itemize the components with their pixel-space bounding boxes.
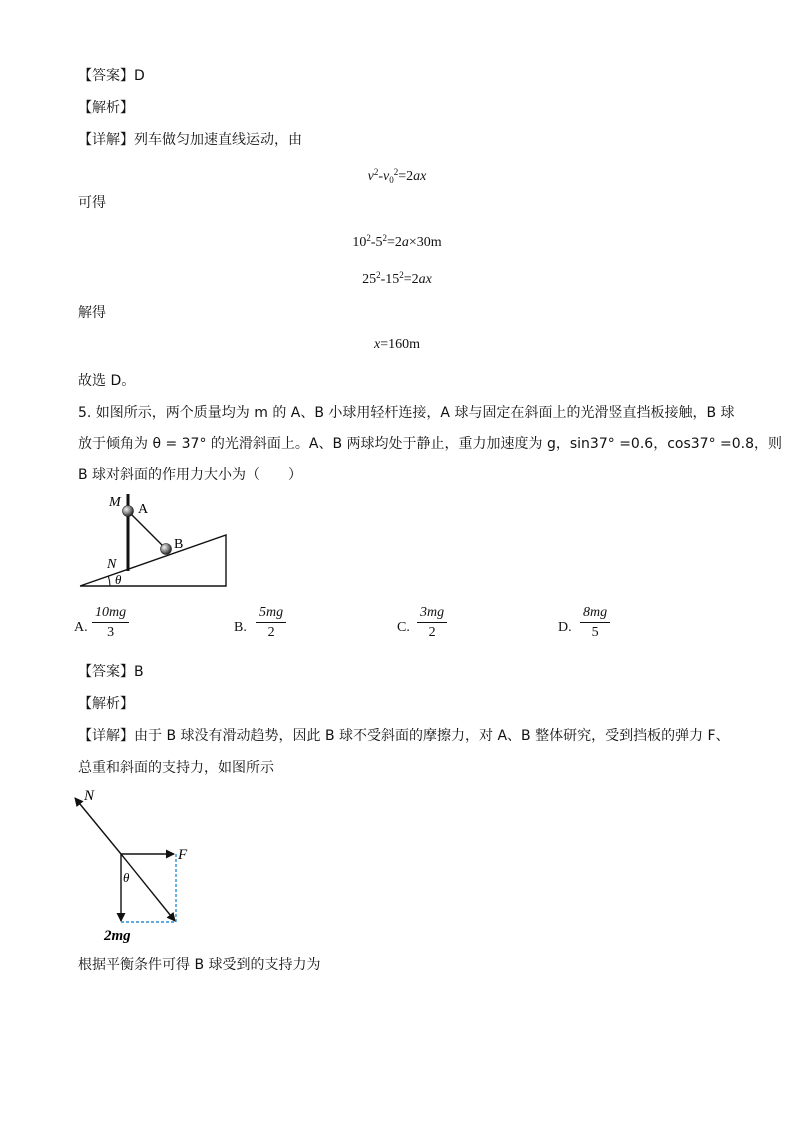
answer-value-5: B bbox=[134, 664, 144, 680]
detail-line-5-1 bbox=[78, 726, 730, 746]
label-m: M bbox=[109, 495, 121, 510]
detail-line-5-2: 总重和斜面的支持力，如图所示 bbox=[78, 760, 274, 776]
question-5-line-3: B 球对斜面的作用力大小为（ ） bbox=[78, 467, 303, 483]
ball-a bbox=[123, 506, 134, 517]
detail-label-5: 【详解】 bbox=[78, 728, 134, 744]
analysis-label-5: 【解析】 bbox=[78, 696, 134, 712]
answer-value: D bbox=[134, 68, 145, 84]
answer-label: 【答案】 bbox=[78, 68, 134, 84]
equation-1: $v^2-v_0^2=2ax$ bbox=[367, 167, 427, 185]
answer-line bbox=[78, 66, 145, 86]
conclusion-text: 故选 D。 bbox=[78, 373, 136, 389]
label-n-force: N bbox=[84, 788, 95, 804]
force-diagram bbox=[70, 784, 210, 946]
resultant-arrow bbox=[121, 854, 175, 921]
question-5-line-2: 放于倾角为 θ = 37° 的光滑斜面上。A、B 两球均处于静止，重力加速度为 g，sin37° =0.6，cos37° =0.8，则 bbox=[78, 436, 783, 452]
equation-3: $25^2-15^2=2ax$ bbox=[362, 270, 432, 287]
angle-arc bbox=[108, 576, 110, 586]
answer-line-5 bbox=[78, 662, 144, 682]
question-5-line-1: 5. 如图所示，两个质量均为 m 的 A、B 小球用轻杆连接，A 球与固定在斜面上的光滑竖直挡板接触，B 球 bbox=[78, 405, 735, 421]
equation-4: x=160m bbox=[373, 337, 420, 352]
answer-label-5: 【答案】 bbox=[78, 664, 134, 680]
normal-force-arrow bbox=[75, 798, 121, 854]
final-line: 根据平衡条件可得 B 球受到的支持力为 bbox=[78, 957, 321, 973]
keyide-text: 可得 bbox=[78, 195, 106, 211]
label-b: B bbox=[174, 537, 184, 552]
ball-b bbox=[161, 544, 172, 555]
detail-line bbox=[78, 130, 302, 150]
label-f-force: F bbox=[178, 847, 188, 863]
label-theta: θ bbox=[115, 572, 122, 587]
incline-figure bbox=[74, 488, 234, 592]
label-weight: 2mg bbox=[104, 928, 131, 944]
label-theta-force: θ bbox=[123, 870, 130, 885]
detail-label: 【详解】 bbox=[78, 132, 134, 148]
equation-2: $10^2-5^2=2a\times 30m$ bbox=[352, 233, 442, 250]
detail-text-5: 由于 B 球没有滑动趋势，因此 B 球不受斜面的摩擦力，对 A、B 整体研究，受到挡板的弹力 F、 bbox=[134, 728, 730, 744]
label-n: N bbox=[107, 557, 117, 572]
jiede-text: 解得 bbox=[78, 305, 106, 321]
analysis-label: 【解析】 bbox=[78, 100, 134, 116]
label-a: A bbox=[138, 502, 149, 517]
incline-surface bbox=[80, 535, 226, 586]
detail-text: 列车做匀加速直线运动，由 bbox=[134, 132, 302, 148]
